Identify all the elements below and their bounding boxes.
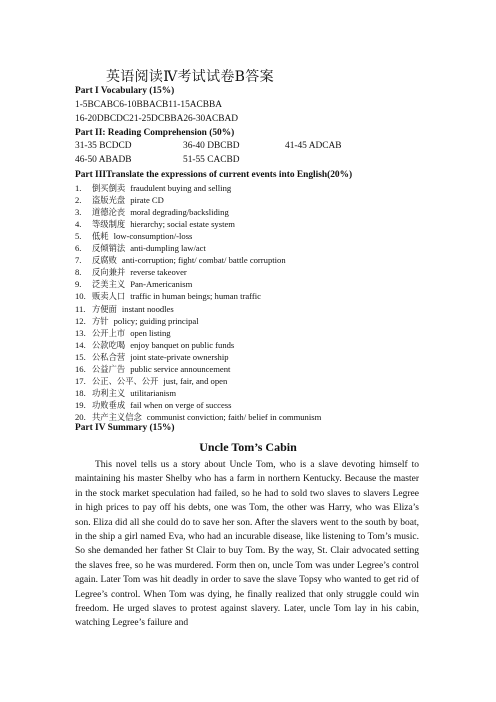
essay-body: This novel tells us a story about Uncle Tom, who is a slave devoting himself to maintaining his master Shelby who has a farm in northern Kentucky. Because the master in the stock market speculation had failed, so he had to sold two slaves to slavers Legree in high prices to pay off his debts, one was Tom, the other was Harry, who was Eliza’s son. Eliza did all she could do to save her son. After the slavers went to the south by boat, in the ship a girl named Eva, who had an incurable disease, like listening to Tom’s music. So she demanded her father St Clair to buy Tom. By the way, St. Clair advocated setting the slaves free, so he was murdered. Form then on, uncle Tom was under Legree’s control again. Later Tom was hit deadly in order to save the slave Topsy who wanted to get rid of Legree’s control. When Tom was dying, he finally realized that only struggle could win freedom. He urged slaves to protest against slavery. Later, uncle Tom lay in his cabin, watching Legree’s failure and: [75, 460, 419, 629]
item-english-translation: just, fair, and open: [163, 375, 228, 386]
item-number: 9.: [75, 279, 82, 290]
item-english-translation: moral degrading/backsliding: [130, 207, 229, 218]
translation-item: [75, 340, 234, 351]
item-chinese-term: 公款吃喝: [92, 339, 126, 350]
translation-item: [75, 364, 230, 375]
item-english-translation: instant noodles: [121, 303, 174, 314]
part2-row2-col2: 51-55 CACBD: [183, 155, 240, 165]
item-number: 5.: [75, 231, 82, 242]
item-number: 2.: [75, 195, 82, 206]
translation-item: [75, 304, 174, 315]
item-chinese-term: 公正、公平、公开: [92, 375, 159, 386]
item-english-translation: anti-dumpling law/act: [130, 243, 206, 254]
item-chinese-term: 公私合营: [92, 351, 126, 362]
part4-heading: Part IV Summary (15%): [75, 423, 175, 433]
part1-heading: Part I Vocabulary (15%): [75, 86, 175, 96]
item-number: 17.: [75, 375, 86, 386]
item-english-translation: policy; guiding principal: [113, 315, 199, 326]
item-number: 10.: [75, 291, 86, 302]
item-english-translation: joint state-private ownership: [130, 351, 229, 362]
page-title: 英语阅读Ⅳ考试试卷B答案: [106, 69, 274, 85]
translation-item: [75, 316, 199, 327]
item-chinese-term: 贩卖人口: [92, 291, 126, 302]
item-number: 18.: [75, 387, 86, 398]
part3-heading: Part IIITranslate the expressions of current events into English(20%): [75, 170, 353, 180]
translation-item: [75, 328, 171, 339]
part2-row1-col1: 31-35 BCDCD: [75, 141, 132, 151]
essay-title: Uncle Tom’s Cabin: [199, 440, 297, 454]
translation-item: [75, 195, 164, 206]
part2-row2-col1: 46-50 ABADB: [75, 155, 132, 165]
translation-item: [75, 279, 192, 290]
item-chinese-term: 等级制度: [92, 219, 126, 230]
item-number: 14.: [75, 339, 86, 350]
item-number: 15.: [75, 351, 86, 362]
item-english-translation: open listing: [130, 327, 171, 338]
translation-item: [75, 219, 235, 230]
part2-row1-col2: 36-40 DBCBD: [183, 141, 240, 151]
item-chinese-term: 道德沦丧: [92, 207, 126, 218]
item-chinese-term: 反腐败: [92, 255, 117, 266]
item-english-translation: Pan-Americanism: [130, 279, 193, 290]
translation-item: [75, 352, 229, 363]
part1-answers-row1: 1-5BCABC6-10BBACB11-15ACBBA: [75, 100, 223, 110]
item-number: 16.: [75, 363, 86, 374]
item-chinese-term: 泛美主义: [92, 279, 126, 290]
translation-item: [75, 376, 227, 387]
item-english-translation: anti-corruption; fight/ combat/ battle corruption: [121, 255, 286, 266]
translation-item: [75, 207, 229, 218]
item-chinese-term: 方针: [92, 315, 109, 326]
part2-row1-col3: 41-45 ADCAB: [285, 141, 342, 151]
item-number: 7.: [75, 255, 82, 266]
item-english-translation: fraudulent buying and selling: [130, 183, 232, 193]
item-number: 11.: [75, 303, 86, 314]
translation-item: [75, 231, 192, 242]
translation-item: [75, 400, 231, 411]
item-english-translation: hierarchy; social estate system: [130, 219, 235, 230]
item-number: 1.: [75, 183, 82, 193]
item-english-translation: reverse takeover: [130, 267, 187, 278]
translation-item: [75, 388, 176, 399]
part1-answers-row2: 16-20DBCDC21-25DCBBA26-30ACBAD: [75, 114, 239, 124]
item-chinese-term: 功败垂成: [92, 399, 126, 410]
translation-item: [75, 255, 286, 266]
item-english-translation: traffic in human beings; human traffic: [130, 291, 261, 302]
item-english-translation: public service announcement: [130, 363, 231, 374]
item-chinese-term: 功利主义: [92, 387, 126, 398]
item-chinese-term: 反倾销法: [92, 243, 126, 254]
item-number: 4.: [75, 219, 82, 230]
item-number: 8.: [75, 267, 82, 278]
part2-heading: Part II: Reading Comprehension (50%): [75, 128, 235, 138]
item-english-translation: fail when on verge of success: [130, 399, 232, 410]
translation-item: [75, 267, 187, 278]
item-chinese-term: 共产主义信念: [92, 411, 142, 422]
item-english-translation: communist conviction; faith/ belief in communism: [146, 411, 322, 422]
item-number: 19.: [75, 399, 86, 410]
translation-item: [75, 183, 231, 194]
item-english-translation: pirate CD: [130, 195, 164, 206]
item-chinese-term: 反向兼并: [92, 267, 126, 278]
item-number: 12.: [75, 315, 86, 326]
translation-item: [75, 243, 206, 254]
item-english-translation: low-consumption/-loss: [113, 231, 193, 242]
item-number: 13.: [75, 327, 86, 338]
item-chinese-term: 方便面: [92, 303, 117, 314]
item-english-translation: enjoy banquet on public funds: [130, 339, 235, 350]
item-number: 20.: [75, 411, 86, 422]
item-chinese-term: 公开上市: [92, 327, 126, 338]
item-english-translation: utilitarianism: [130, 387, 177, 398]
item-number: 3.: [75, 207, 82, 218]
item-chinese-term: 倒买倒卖: [92, 183, 126, 193]
item-chinese-term: 公益广告: [92, 363, 126, 374]
item-chinese-term: 盗版光盘: [92, 195, 126, 206]
item-number: 6.: [75, 243, 82, 254]
translation-item: [75, 291, 261, 302]
item-chinese-term: 低耗: [92, 231, 109, 242]
